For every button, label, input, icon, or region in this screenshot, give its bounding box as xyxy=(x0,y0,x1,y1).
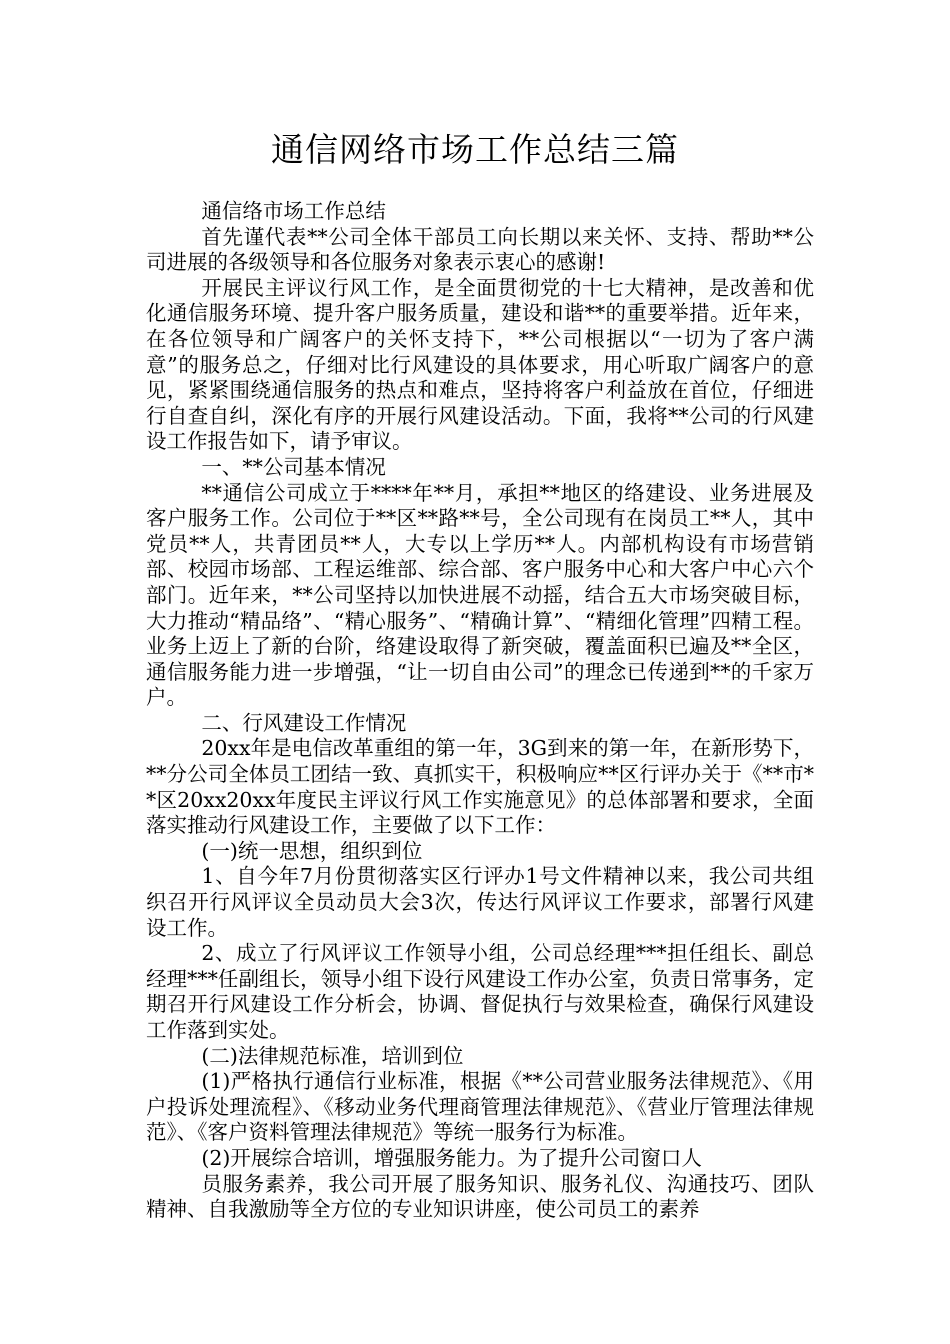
body-paragraph: 员服务素养，我公司开展了服务知识、服务礼仪、沟通技巧、团队精神、自我激励等全方位的专业知识讲座，使公司员工的素养 xyxy=(146,1171,814,1222)
subtitle-paragraph: 通信络市场工作总结 xyxy=(201,199,386,223)
body-paragraph: 20xx年是电信改革重组的第一年，3G到来的第一年，在新形势下，**分公司全体员工团结一致、真抓实干，积极响应**区行评办关于《**市**区20xx20xx年度民主评议行风工作实施意见》的总体部署和要求，全面落实推动行风建设工作，主要做了以下工作： xyxy=(146,736,814,838)
section-heading: 一、**公司基本情况 xyxy=(201,454,386,479)
body-paragraph: 首先谨代表**公司全体干部员工向长期以来关怀、支持、帮助**公司进展的各级领导和各位服务对象表示衷心的感谢! xyxy=(146,224,814,275)
body-paragraph: 开展民主评议行风工作，是全面贯彻党的十七大精神，是改善和优化通信服务环境、提升客户服务质量，建设和谐**的重要举措。近年来，在各位领导和广阔客户的关怀支持下，**公司根据以“一切为了客户满意”的服务总之，仔细对比行风建设的具体要求，用心听取广阔客户的意见，紧紧围绕通信服务的热点和难点，坚持将客户利益放在首位，仔细进行自查自纠，深化有序的开展行风建设活动。下面，我将**公司的行风建设工作报告如下，请予审议。 xyxy=(146,275,814,454)
body-paragraph: 1、自今年7月份贯彻落实区行评办1号文件精神以来，我公司共组织召开行风评议全员动员大会3次，传达行风评议工作要求，部署行风建设工作。 xyxy=(146,864,814,940)
body-paragraph: (1)严格执行通信行业标准，根据《**公司营业服务法律规范》、《用户投诉处理流程》、《移动业务代理商管理法律规范》、《营业厅管理法律规范》、《客户资料管理法律规范》等统一服务行为标准。 xyxy=(146,1069,814,1145)
subsection-heading: (二)法律规范标准，培训到位 xyxy=(201,1043,464,1068)
section-heading: 二、行风建设工作情况 xyxy=(201,710,407,735)
body-paragraph: 2、成立了行风评议工作领导小组，公司总经理***担任组长、副总经理***任副组长，领导小组下设行风建设工作办公室，负责日常事务，定期召开行风建设工作分析会，协调、督促执行与效果检查，确保行风建设工作落到实处。 xyxy=(146,941,814,1042)
document-body xyxy=(146,199,814,1223)
body-paragraph: **通信公司成立于****年**月，承担**地区的络建设、业务进展及客户服务工作。公司位于**区**路**号，全公司现有在岗员工**人，其中党员**人，共青团员**人，大专以上学历**人。内部机构设有市场营销部、校园市场部、工程运维部、综合部、客户服务中心和大客户中心六个部门。近年来，**公司坚持以加快进展不动摇，结合五大市场突破目标，大力推动“精品络”、“精心服务”、“精确计算”、“精细化管理”四精工程。业务上迈上了新的台阶，络建设取得了新突破，覆盖面积已遍及**全区，通信服务能力进一步增强，“让一切自由公司”的理念已传递到**的千家万户。 xyxy=(146,480,814,710)
body-paragraph: (2)开展综合培训，增强服务能力。为了提升公司窗口人 xyxy=(201,1145,702,1170)
subsection-heading: (一)统一思想，组织到位 xyxy=(201,838,423,863)
document-title: 通信网络市场工作总结三篇 xyxy=(271,130,679,169)
